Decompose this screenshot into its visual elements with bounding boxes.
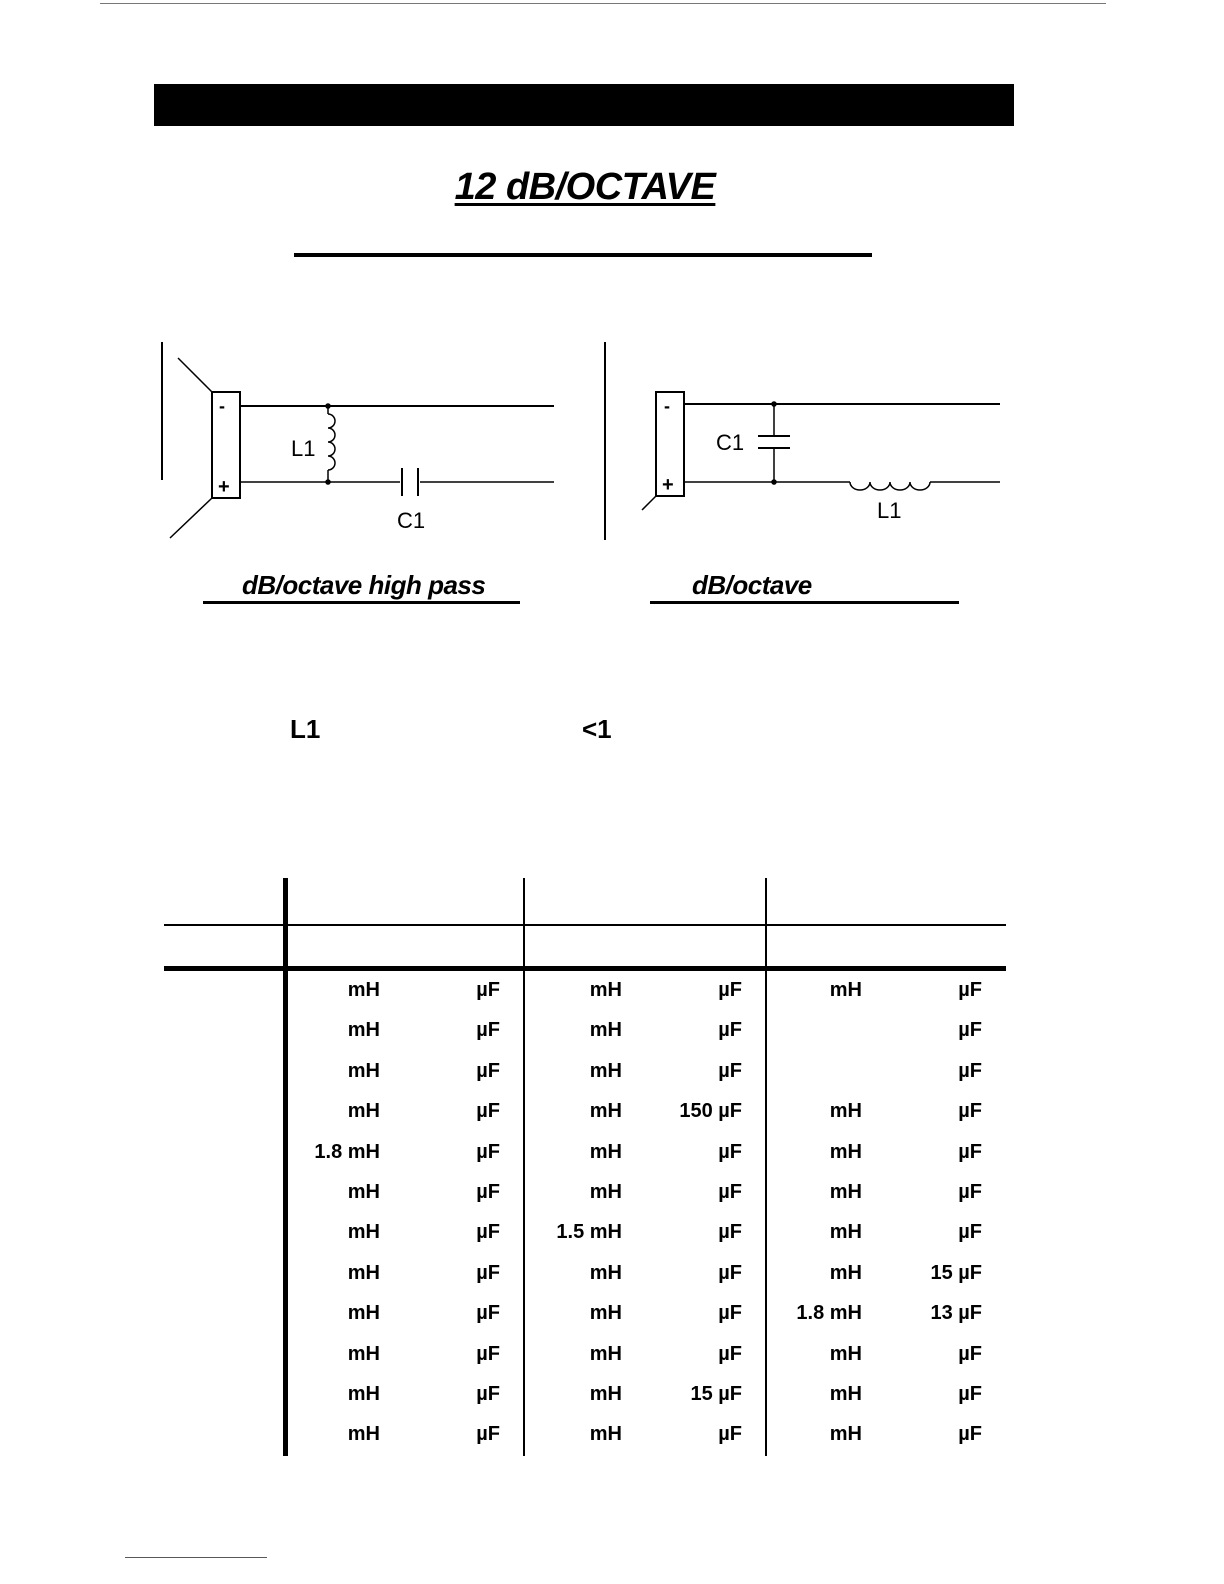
crossover-diagrams	[0, 330, 1224, 560]
note-resistance: <1	[582, 714, 612, 744]
caption-low-pass: dB/octave	[692, 570, 812, 600]
high-pass-circuit	[162, 342, 554, 538]
table-cell: 15 µF	[930, 1261, 982, 1284]
caption-high-pass: dB/octave high pass	[242, 570, 486, 600]
low-pass-circuit	[642, 392, 1000, 510]
caption-low-pass-underline	[650, 601, 959, 604]
table-cell: 1.5 mH	[556, 1221, 622, 1244]
table-cell: µF	[476, 1261, 500, 1284]
table-cell: µF	[476, 1019, 500, 1042]
table-cell: mH	[829, 1100, 862, 1123]
table-cell: mH	[829, 1423, 862, 1446]
table-cell: mH	[829, 1181, 862, 1203]
title-rule	[294, 253, 872, 257]
table-cell: mH	[347, 1261, 380, 1284]
inductor-label: L1	[877, 498, 902, 523]
table-cell: µF	[958, 1059, 982, 1082]
table-cell: mH	[347, 1059, 380, 1082]
capacitor-label: C1	[716, 430, 745, 455]
table-cell: mH	[589, 1423, 622, 1446]
table-header-bottom-rule	[164, 966, 1006, 971]
table-cell: µF	[718, 1140, 742, 1163]
table-col-divider	[765, 878, 767, 1456]
table-cell: µF	[718, 1221, 742, 1244]
caption-high-pass-underline	[203, 601, 520, 604]
table-cell: mH	[829, 979, 862, 1001]
table-cell: mH	[347, 1221, 380, 1244]
table-cell: µF	[718, 1423, 742, 1446]
table-cell: µF	[476, 979, 500, 1001]
table-cell: mH	[347, 1100, 380, 1123]
low-pass-labels	[662, 396, 901, 523]
table-cell: mH	[347, 1342, 380, 1365]
terminal-plus: +	[218, 476, 230, 498]
table-cell: 15 µF	[690, 1383, 742, 1405]
inductor-label: L1	[291, 436, 316, 461]
table-cell: mH	[589, 1261, 622, 1284]
terminal-plus: +	[662, 474, 674, 496]
table-cell: mH	[347, 1423, 380, 1446]
table-cell: mH	[589, 1383, 622, 1405]
table-cell: µF	[476, 1100, 500, 1123]
table-cell: mH	[589, 1100, 622, 1123]
table-cell: mH	[347, 1181, 380, 1203]
header-bar	[154, 84, 1014, 126]
table-cell: µF	[476, 1342, 500, 1365]
table-cell: mH	[347, 979, 380, 1001]
table-cell: µF	[476, 1423, 500, 1446]
table-cell: µF	[718, 1342, 742, 1365]
table-cell: µF	[958, 979, 982, 1001]
terminal-minus: -	[219, 396, 225, 416]
table-cell: mH	[829, 1221, 862, 1244]
table-cell: mH	[347, 1019, 380, 1042]
table-cell: µF	[958, 1342, 982, 1365]
table-cell: mH	[589, 1140, 622, 1163]
table-cell: mH	[589, 1181, 622, 1203]
terminal-minus: -	[664, 396, 670, 416]
table-cell: mH	[589, 1342, 622, 1365]
table-cell: µF	[476, 1383, 500, 1405]
table-cell: µF	[476, 1302, 500, 1325]
table-cell: mH	[589, 1019, 622, 1042]
table-cell: µF	[958, 1140, 982, 1163]
table-cell: mH	[347, 1383, 380, 1405]
table-cell: µF	[718, 1059, 742, 1082]
table-cell: µF	[958, 1100, 982, 1123]
table-cell: mH	[347, 1302, 380, 1325]
table-col-divider	[523, 878, 525, 1456]
footer-link-rule	[125, 1557, 267, 1558]
table-cell: 1.8 mH	[314, 1140, 380, 1163]
table-cell: µF	[476, 1140, 500, 1163]
table-cell: µF	[958, 1181, 982, 1203]
table-cell: µF	[476, 1059, 500, 1082]
table-cell: µF	[958, 1383, 982, 1405]
table-cell: µF	[718, 1181, 742, 1203]
table-left-rule	[283, 878, 288, 1456]
capacitor-label: C1	[397, 508, 426, 533]
table-cell: 1.8 mH	[796, 1302, 862, 1325]
table-cell: mH	[829, 1261, 862, 1284]
table-cell: 150 µF	[679, 1100, 742, 1123]
top-rule	[100, 3, 1106, 4]
table-cell: µF	[958, 1019, 982, 1042]
table-cell: mH	[589, 1059, 622, 1082]
table-cell: mH	[829, 1383, 862, 1405]
high-pass-labels	[218, 396, 425, 533]
table-cell: µF	[718, 1302, 742, 1325]
table-cell: mH	[589, 979, 622, 1001]
page-title: 12 dB/OCTAVE	[454, 166, 716, 208]
table-cell: 13 µF	[930, 1302, 982, 1325]
note-l1: L1	[290, 714, 321, 744]
table-cell: mH	[829, 1140, 862, 1163]
table-header-rule	[164, 924, 1006, 926]
table-cell: µF	[958, 1423, 982, 1446]
table-cell: µF	[476, 1221, 500, 1244]
table-cell: µF	[718, 979, 742, 1001]
table-cell: µF	[958, 1221, 982, 1244]
table-cell: µF	[718, 1261, 742, 1284]
table-cell: mH	[829, 1342, 862, 1365]
table-cell: µF	[476, 1181, 500, 1203]
table-cell: mH	[589, 1302, 622, 1325]
table-cell: µF	[718, 1019, 742, 1042]
